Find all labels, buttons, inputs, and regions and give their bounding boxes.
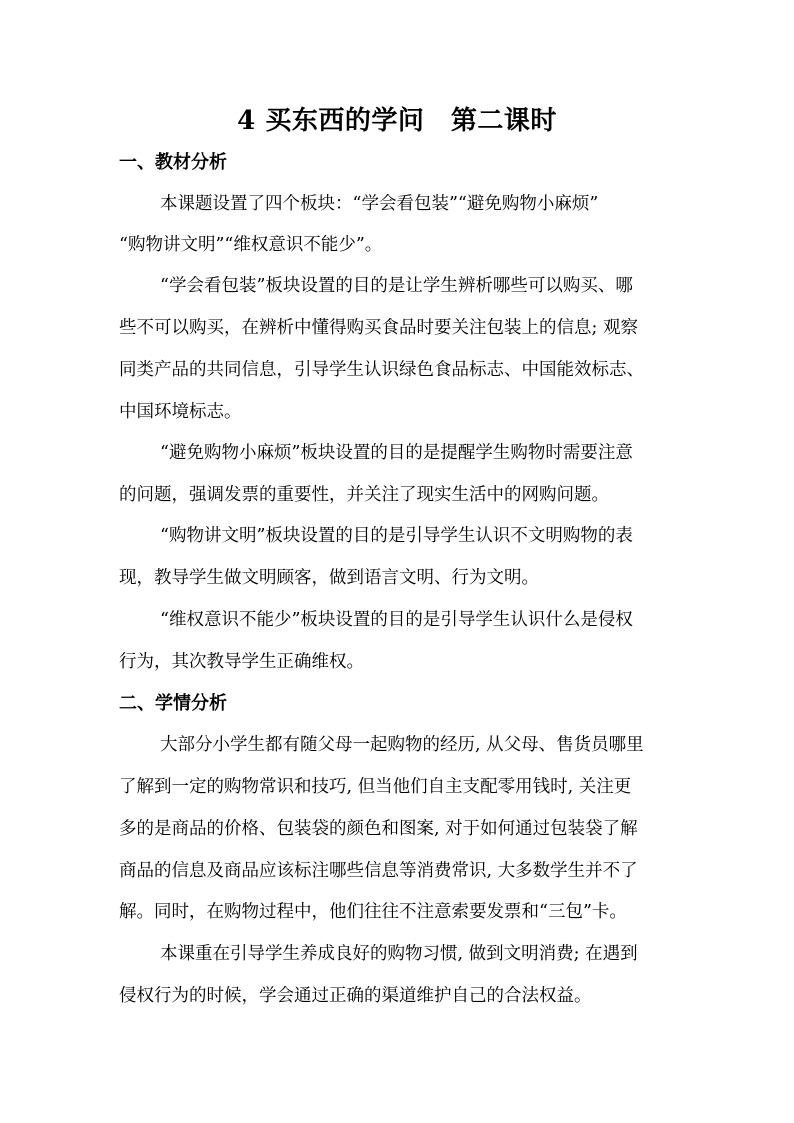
paragraph-line: 本课重在引导学生养成良好的购物习惯, 做到文明消费; 在遇到 <box>160 944 638 964</box>
paragraph-line: 的问题，强调发票的重要性，并关注了现实生活中的网购问题。 <box>119 485 609 505</box>
paragraph-line: 现，教导学生做文明顾客，做到语言文明、行为文明。 <box>119 568 539 588</box>
paragraph-line: 商品的信息及商品应该标注哪些信息等消费常识, 大多数学生并不了 <box>119 861 638 881</box>
paragraph-line: “学会看包装”板块设置的目的是让学生辨析哪些可以购买、哪 <box>160 276 633 296</box>
paragraph-line: “购物讲文明”“维权意识不能少”。 <box>119 235 383 255</box>
paragraph-line: 侵权行为的时候，学会通过正确的渠道维护自己的合法权益。 <box>119 986 592 1006</box>
paragraph-line: 中国环境标志。 <box>119 402 242 422</box>
paragraph-line: 解。同时，在购物过程中，他们往往不注意索要发票和“三包”卡。 <box>119 902 627 922</box>
paragraph-line: “购物讲文明”板块设置的目的是引导学生认识不文明购物的表 <box>160 526 633 546</box>
paragraph-line: 些不可以购买，在辨析中懂得购买食品时要关注包装上的信息; 观察 <box>119 318 638 338</box>
paragraph-line: 多的是商品的价格、包装袋的颜色和图案, 对于如何通过包装袋了解 <box>119 819 638 839</box>
page-title: 4 买东西的学问 第二课时 <box>237 106 557 136</box>
paragraph-line: “维权意识不能少”板块设置的目的是引导学生认识什么是侵权 <box>160 610 633 630</box>
paragraph-line: “避免购物小麻烦”板块设置的目的是提醒学生购物时需要注意 <box>160 443 633 463</box>
section-heading-textbook-analysis: 一、教材分析 <box>119 152 227 173</box>
paragraph-line: 大部分小学生都有随父母一起购物的经历, 从父母、售货员哪里 <box>160 735 644 755</box>
paragraph-line: 本课题设置了四个板块：“学会看包装”“避免购物小麻烦” <box>160 194 599 214</box>
paragraph-line: 行为，其次教导学生正确维权。 <box>119 652 364 672</box>
paragraph-line: 同类产品的共同信息，引导学生认识绿色食品标志、中国能效标志、 <box>119 360 644 380</box>
paragraph-line: 了解到一定的购物常识和技巧, 但当他们自主支配零用钱时, 关注更 <box>119 777 632 797</box>
section-heading-learner-analysis: 二、学情分析 <box>119 693 227 714</box>
